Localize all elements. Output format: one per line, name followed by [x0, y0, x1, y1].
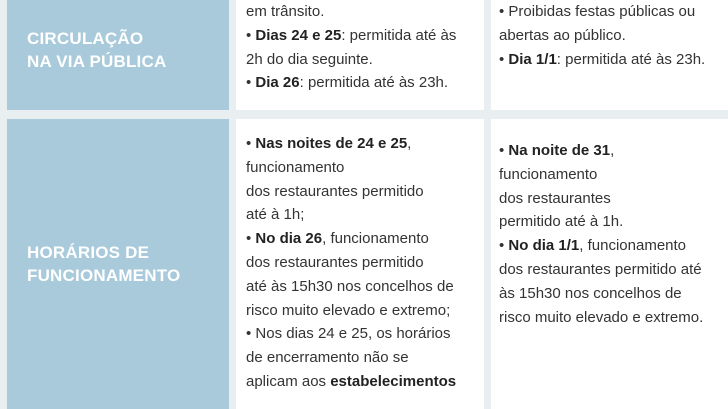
text-line: [246, 0, 324, 23]
bold-text: Dia 26: [255, 74, 300, 92]
text-line: [246, 156, 344, 179]
text-line: [246, 132, 411, 155]
bold-text: Nas noites de 24 e 25: [255, 135, 408, 152]
text: , funcionamento: [579, 237, 687, 255]
text: até à 1h;: [246, 206, 305, 224]
text: •: [246, 135, 256, 152]
bold-text: No dia 26: [255, 230, 323, 248]
text: •: [246, 74, 256, 92]
text: 2h do dia seguinte.: [246, 50, 373, 68]
text-line: [499, 210, 623, 233]
text: risco muito elevado e extremo;: [246, 301, 451, 319]
text: •: [246, 26, 256, 44]
text: dos restaurantes permitido: [246, 182, 424, 200]
text-line: [246, 24, 456, 47]
bold-text: estabelecimentos: [330, 373, 457, 390]
text: ,: [610, 142, 615, 159]
text: • Nos dias 24 e 25, os horários: [246, 325, 451, 343]
text: , funcionamento: [322, 230, 429, 248]
text: dos restaurantes permitido: [246, 254, 424, 271]
text: risco muito elevado e extremo.: [499, 308, 704, 326]
text-line: [246, 251, 424, 274]
text: permitido até à 1h.: [499, 213, 624, 231]
text-line: [499, 282, 682, 305]
text-line: [246, 370, 456, 393]
circulacao-christmas-cell: [236, 0, 484, 110]
text-line: [499, 0, 695, 23]
bold-text: No dia 1/1: [508, 237, 580, 255]
text-line: [499, 163, 597, 186]
text: funcionamento: [246, 158, 345, 176]
bold-text: Dias 24 e 25: [255, 26, 342, 44]
text-line: [246, 322, 451, 345]
row-label-line: CIRCULAÇÃO: [27, 29, 144, 48]
row-label-line: FUNCIONAMENTO: [27, 266, 181, 285]
horarios-christmas-cell: [236, 119, 484, 409]
text: : permitida até às 23h.: [556, 50, 706, 68]
text: •: [499, 142, 509, 159]
text-line: [246, 48, 373, 71]
text-line: [499, 234, 686, 257]
text: até às 15h30 nos concelhos de: [246, 277, 454, 295]
bold-text: Dia 1/1: [508, 50, 557, 68]
text: aplicam aos: [246, 373, 331, 390]
text: em trânsito.: [246, 3, 325, 20]
text: dos restaurantes: [499, 189, 611, 207]
text-line: [499, 24, 626, 47]
text-line: [499, 139, 614, 162]
bold-text: Na noite de 31: [508, 142, 611, 159]
text-line: [499, 258, 702, 281]
text-line: [246, 203, 304, 226]
text-line: [499, 48, 705, 71]
text-line: [246, 180, 424, 203]
text-line: [246, 346, 409, 369]
row-label-line: NA VIA PÚBLICA: [27, 52, 167, 71]
text-line: [246, 71, 448, 94]
circulacao-newyear-cell: [491, 0, 728, 110]
text: •: [246, 230, 256, 248]
text: •: [499, 50, 509, 68]
row-label-circulacao: [7, 0, 229, 110]
text: funcionamento: [499, 165, 598, 183]
row-label-horarios: [7, 119, 229, 409]
text-line: [499, 187, 611, 210]
text: às 15h30 nos concelhos de: [499, 284, 682, 302]
horarios-newyear-cell: [491, 119, 728, 409]
text: : permitida até às 23h.: [299, 74, 449, 92]
text: •: [499, 237, 509, 255]
text: ,: [407, 135, 412, 152]
text: dos restaurantes permitido até: [499, 261, 702, 278]
text: de encerramento não se: [246, 349, 409, 367]
text: abertas ao público.: [499, 26, 626, 44]
text: : permitida até às: [341, 26, 457, 44]
text-line: [499, 306, 703, 329]
text: • Proibidas festas públicas ou: [499, 3, 696, 20]
row-label-line: HORÁRIOS DE: [27, 243, 150, 262]
text-line: [246, 275, 454, 298]
text-line: [246, 227, 429, 250]
text-line: [246, 299, 450, 322]
